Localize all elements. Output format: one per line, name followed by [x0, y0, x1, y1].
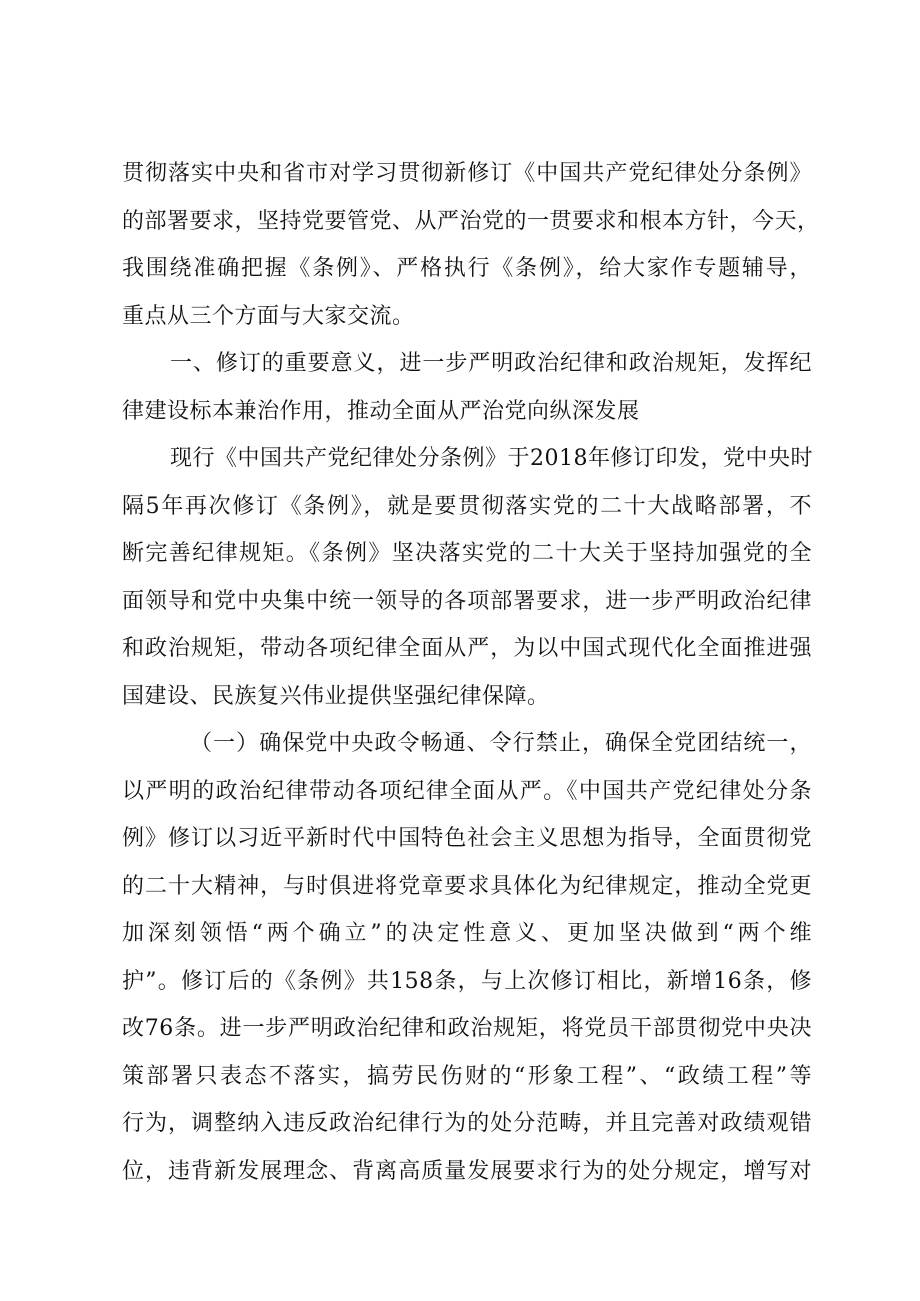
- text-line: 改76条。进一步严明政治纪律和政治规矩，将党员干部贯彻党中央决: [122, 1016, 812, 1041]
- text-line: 以严明的政治纪律带动各项纪律全面从严。《中国共产党纪律处分条: [122, 778, 812, 804]
- text-line: 和政治规矩，带动各项纪律全面从严，为以中国式现代化全面推进强: [122, 636, 812, 661]
- text-line: 贯彻落实中央和省市对学习贯彻新修订《中国共产党纪律处分条例》: [122, 161, 812, 186]
- text-line: 位，违背新发展理念、背离高质量发展要求行为的处分规定，增写对: [122, 1158, 812, 1184]
- text-line: 例》修订以习近平新时代中国特色社会主义思想为指导，全面贯彻党: [122, 826, 812, 851]
- text-line: 重点从三个方面与大家交流。: [122, 303, 415, 329]
- document-body: [122, 150, 820, 1195]
- text-line: 护”。修订后的《条例》共158条，与上次修订相比，新增16条，修: [122, 968, 812, 994]
- section-heading-line: 律建设标本兼治作用，推动全面从严治党向纵深发展: [122, 398, 640, 424]
- text-line: 隔5年再次修订《条例》，就是要贯彻落实党的二十大战略部署，不: [122, 493, 812, 519]
- text-line: 行为，调整纳入违反政治纪律行为的处分范畴，并且完善对政绩观错: [122, 1111, 812, 1136]
- text-line: 策部署只表态不落实，搞劳民伤财的“形象工程”、“政绩工程”等: [122, 1063, 812, 1089]
- text-line: 现行《中国共产党纪律处分条例》于2018年修订印发，党中央时: [170, 446, 813, 471]
- text-line: 面领导和党中央集中统一领导的各项部署要求，进一步严明政治纪律: [122, 588, 812, 614]
- text-line: 的部署要求，坚持党要管党、从严治党的一贯要求和根本方针，今天，: [122, 208, 820, 234]
- text-line: 加深刻领悟“两个确立”的决定性意义、更加坚决做到“两个维: [122, 921, 812, 946]
- subsection-heading-line: （一）确保党中央政令畅通、令行禁止，确保全党团结统一，: [190, 731, 812, 756]
- text-line: 国建设、民族复兴伟业提供坚强纪律保障。: [122, 683, 550, 709]
- text-line: 断完善纪律规矩。《条例》坚决落实党的二十大关于坚持加强党的全: [122, 541, 812, 566]
- text-line: 的二十大精神，与时俱进将党章要求具体化为纪律规定，推动全党更: [122, 873, 812, 899]
- text-line: 我围绕准确把握《条例》、严格执行《条例》，给大家作专题辅导，: [122, 256, 812, 281]
- section-heading-line: 一、修订的重要意义，进一步严明政治纪律和政治规矩，发挥纪: [170, 351, 812, 376]
